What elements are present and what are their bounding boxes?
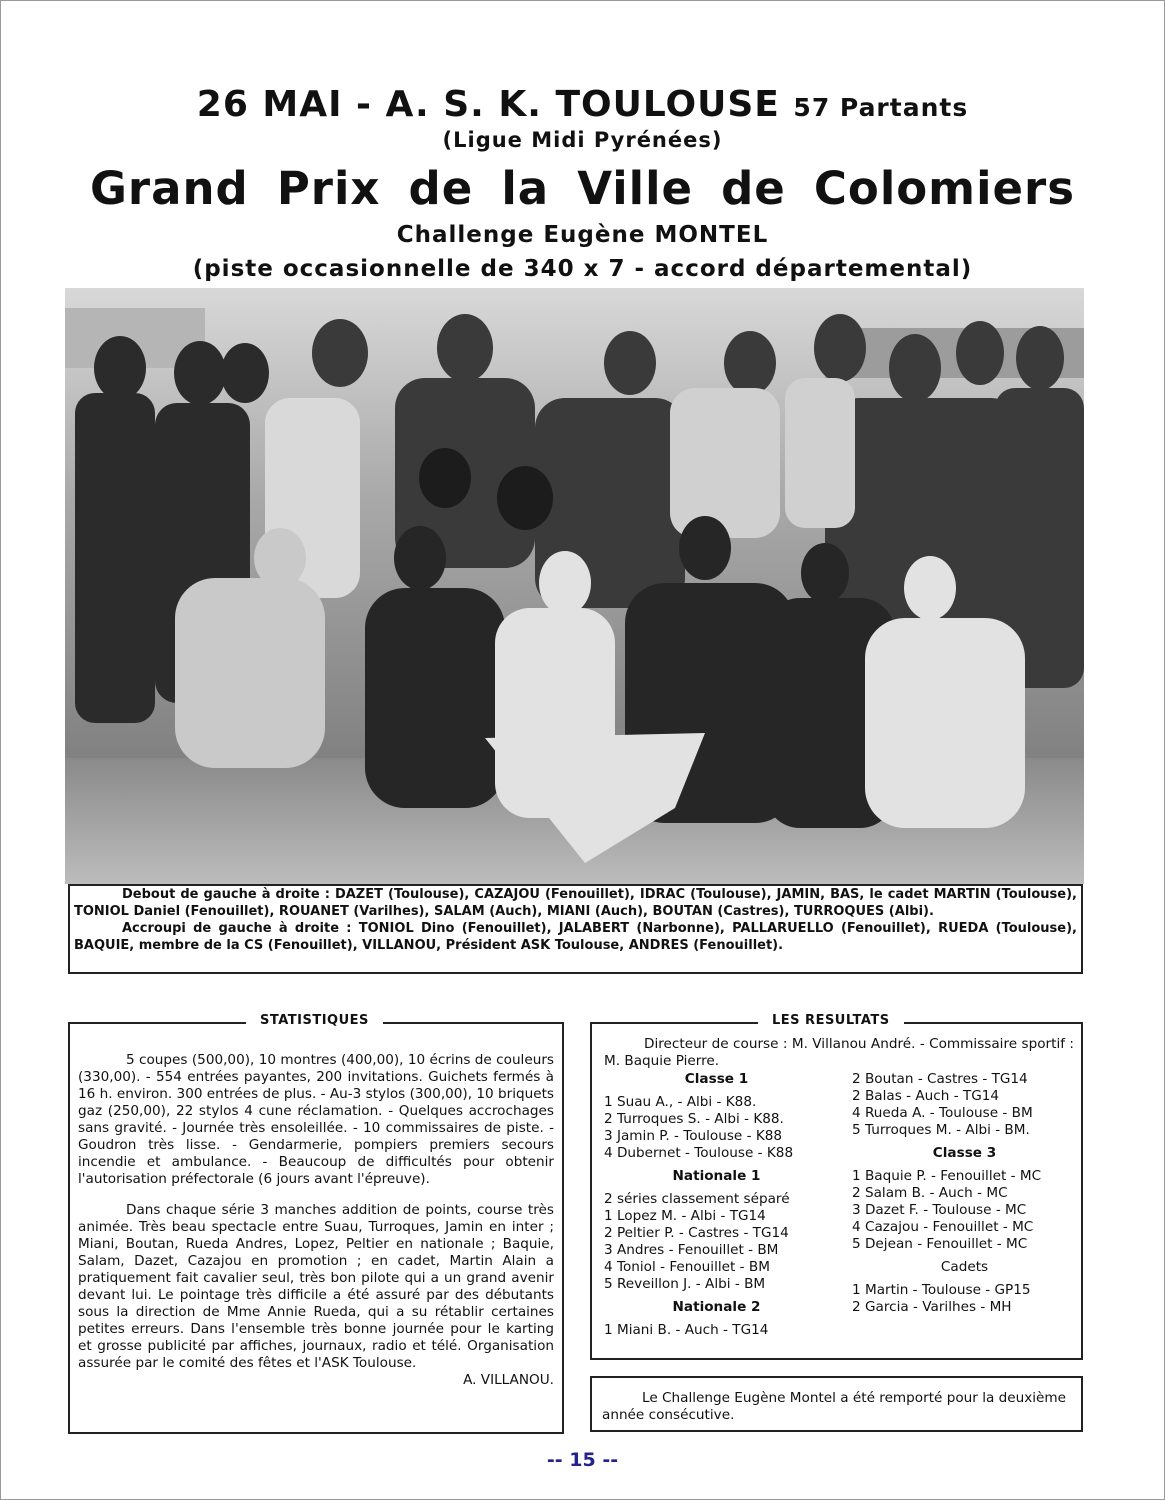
result-row: 4 Cazajou - Fenouillet - MC: [852, 1219, 1034, 1235]
result-row: 4 Rueda A. - Toulouse - BM: [852, 1105, 1033, 1121]
challenge-note-box: [590, 1376, 1083, 1432]
result-row: 2 Balas - Auch - TG14: [852, 1088, 1000, 1104]
piste-info: (piste occasionnelle de 340 x 7 - accord départemental): [192, 256, 973, 282]
results-left-column: [604, 1071, 829, 1339]
ligue: (Ligue Midi Pyrénées): [442, 128, 723, 152]
statistiques-box: [68, 1013, 564, 1434]
result-row: 1 Martin - Toulouse - GP15: [852, 1282, 1031, 1298]
result-class-heading: Nationale 1: [672, 1168, 761, 1184]
result-row: 3 Dazet F. - Toulouse - MC: [852, 1202, 1027, 1218]
result-row: 5 Dejean - Fenouillet - MC: [852, 1236, 1028, 1252]
resultats-box: [590, 1013, 1083, 1360]
signature: A. VILLANOU.: [463, 1372, 554, 1388]
resultats-title: LES RESULTATS: [758, 1013, 904, 1028]
statistiques-title: STATISTIQUES: [246, 1013, 383, 1028]
stats-paragraph-2-text: Dans chaque série 3 manches addition de points, course très animée. Très beau spectacle entre Suau, Turroques, Jamin en inter ; Miani, Boutan, Rueda Andres, Lopez, Peltier en nationale ; Baquie, Salam, Dazet, Cazajou en promotion ; en cadet, Martin Alain a pratiquement fait cavalier seul, très bon pilote qui a un grand avenir devant lui. Le pointage très difficile a été assuré par des débutants sous la direction de Mme Annie Rueda, qui a su rétablir certaines petites erreurs. Dans l'ensemble très bonne journée pour le karting et grosse publicité par affiches, journaux, radio et télé. Organisation assurée par le comité des fêtes et l'ASK Toulouse.: [78, 1202, 554, 1371]
result-row: 1 Miani B. - Auch - TG14: [604, 1322, 769, 1338]
results-right-column: [852, 1071, 1077, 1316]
result-row: 4 Toniol - Fenouillet - BM: [604, 1259, 770, 1275]
challenge-title: Challenge Eugène MONTEL: [396, 222, 769, 248]
result-row: 2 Salam B. - Auch - MC: [852, 1185, 1008, 1201]
page-number: -- 15 --: [546, 1449, 619, 1471]
result-row: 5 Turroques M. - Albi - BM.: [852, 1122, 1030, 1138]
result-row: 1 Lopez M. - Albi - TG14: [604, 1208, 766, 1224]
grand-prix-title: Grand Prix de la Ville de Colomiers: [90, 162, 1075, 215]
caption-standing: Debout de gauche à droite : DAZET (Toulouse), CAZAJOU (Fenouillet), IDRAC (Toulouse), JAMIN, BAS, le cadet MARTIN (Toulouse), TONIOL Daniel (Fenouillet), ROUANET (Varilhes), SALAM (Auch), MIANI (Auch), BOUTAN (Castres), TURROQUES (Albi).: [74, 887, 1077, 919]
result-row: 3 Jamin P. - Toulouse - K88: [604, 1128, 783, 1144]
result-class-heading: Cadets: [940, 1259, 989, 1275]
result-row: 1 Suau A., - Albi - K88.: [604, 1094, 757, 1110]
result-row: 2 séries classement séparé: [604, 1191, 790, 1207]
result-row: 2 Peltier P. - Castres - TG14: [604, 1225, 789, 1241]
result-row: 5 Reveillon J. - Albi - BM: [604, 1276, 766, 1292]
result-class-heading: Nationale 2: [672, 1299, 761, 1315]
challenge-note: Le Challenge Eugène Montel a été remporté pour la deuxième année consécutive.: [602, 1390, 1067, 1423]
result-row: 3 Andres - Fenouillet - BM: [604, 1242, 779, 1258]
result-row: 2 Garcia - Varilhes - MH: [852, 1299, 1012, 1315]
result-class-heading: Classe 3: [932, 1145, 997, 1161]
stats-paragraph-2: [78, 1202, 554, 1388]
result-row: 2 Turroques S. - Albi - K88.: [604, 1111, 784, 1127]
group-photo-icon: [65, 288, 1084, 884]
photo-caption: [68, 884, 1083, 974]
stats-paragraph-1: 5 coupes (500,00), 10 montres (400,00), 10 écrins de couleurs (330,00). - 554 entrées payantes, 200 invitations. Guichets fermés à 16 h. environ. 300 entrées de plus. - Au-3 stylos (300,00), 10 briquets gaz (250,00), 22 stylos 4 cune réclamation. - Quelques accrochages sans gravité. - Journée très ensoleillée. - 10 commissaires de piste. - Goudron très lisse. - Gendarmerie, pompiers premiers secours incendie et ambulance. - Beaucoup de difficultés pour obtenir l'autorisation préfectorale (6 jours avant l'épreuve).: [78, 1052, 555, 1187]
result-row: 2 Boutan - Castres - TG14: [852, 1071, 1028, 1087]
partants-count: 57 Partants: [793, 93, 969, 122]
caption-crouching: Accroupi de gauche à droite : TONIOL Dino (Fenouillet), JALABERT (Narbonne), PALLARUELLO (Fenouillet), RUEDA (Toulouse), BAQUIE, membre de la CS (Fenouillet), VILLANOU, Président ASK Toulouse, ANDRES (Fenouillet).: [74, 921, 1077, 953]
result-class-heading: Classe 1: [684, 1071, 749, 1087]
result-row: 4 Dubernet - Toulouse - K88: [604, 1145, 794, 1161]
group-photo: [65, 288, 1084, 884]
event-title: [0, 84, 1165, 125]
date-club-title: 26 MAI - A. S. K. TOULOUSE: [196, 84, 780, 125]
result-row: 1 Baquie P. - Fenouillet - MC: [852, 1168, 1042, 1184]
resultats-intro: Directeur de course : M. Villanou André. - Commissaire sportif : M. Baquie Pierre.: [604, 1036, 1074, 1069]
